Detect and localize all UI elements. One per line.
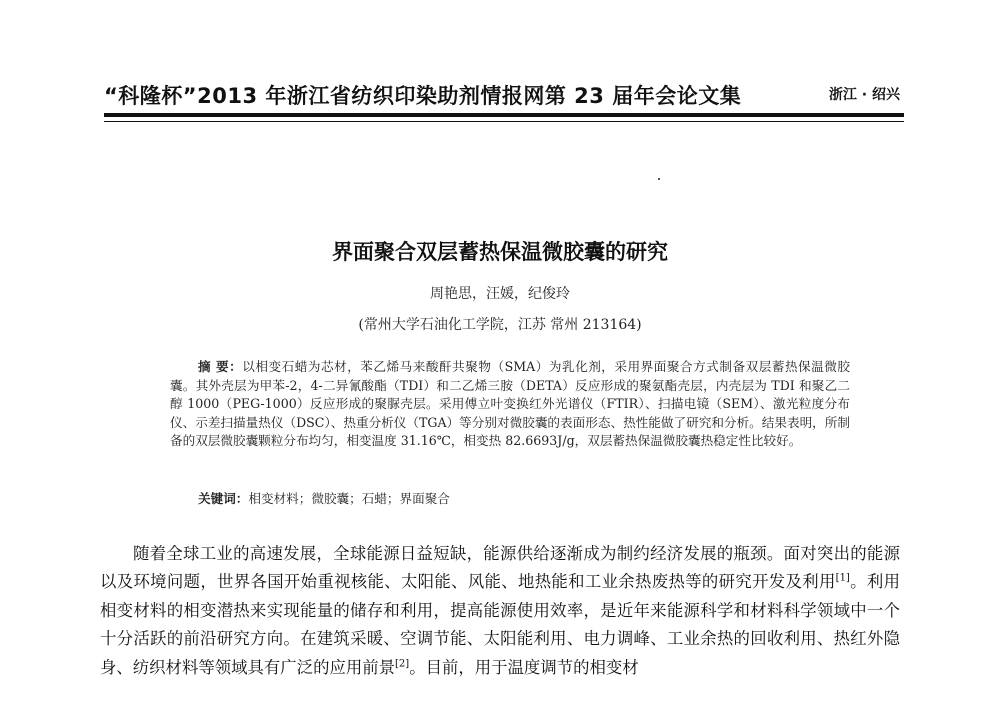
proceedings-title: “科隆杯”2013 年浙江省纺织印染助剂情报网第 23 届年会论文集 xyxy=(104,84,742,108)
abstract-text: 以相变石蜡为芯材，苯乙烯马来酸酐共聚物（SMA）为乳化剂，采用界面聚合方式制备双层蓄热保温微胶囊。其外壳层为甲苯-2，4-二异氰酸酯（TDI）和二乙烯三胺（DETA）反应形成的聚氨酯壳层，内壳层为 TDI 和聚乙二醇 1000（PEG-1000）反应形成的聚脲壳层。采用傅立叶变换红外光谱仪（FTIR）、扫描电镜（SEM）、激光粒度分布仪、示差扫描量热仪（DSC）、热重分析仪（TGA）等分别对微胶囊的表面形态、热性能做了研究和分析。结果表明，所制备的双层微胶囊颗粒分布均匀，相变温度 31.16℃，相变热 82.6693J/g，双层蓄热保温微胶囊热稳定性比较好。 xyxy=(170,359,850,449)
paper-authors: 周艳思，汪媛，纪俊玲 xyxy=(430,286,570,302)
body-text-part-3: 。目前，用于温度调节的相变材 xyxy=(409,657,639,677)
paper-affiliation: (常州大学石油化工学院，江苏 常州 213164) xyxy=(358,317,642,333)
keywords-text: 相变材料；微胶囊；石蜡；界面聚合 xyxy=(248,491,450,506)
header-rule-thick xyxy=(104,113,904,117)
scan-speck xyxy=(658,178,660,180)
keywords xyxy=(198,488,848,507)
keywords-label: 关键词： xyxy=(198,491,249,506)
header-rule-thin xyxy=(104,121,904,122)
body-paragraph xyxy=(100,540,900,682)
paper-title: 界面聚合双层蓄热保温微胶囊的研究 xyxy=(332,240,668,264)
reference-2: [2] xyxy=(395,658,410,670)
conference-location: 浙江 · 绍兴 xyxy=(828,87,900,103)
running-header xyxy=(104,80,904,110)
reference-1: [1] xyxy=(835,572,850,584)
body-text-part-2: 。利用相变材料的相变潜热来实现能量的储存和利用，提高能源使用效率，是近年来能源科学和材料科学领域中一个十分活跃的前沿研究方向。在建筑采暖、空调节能、太阳能利用、电力调峰、工业余热的回收利用、热红外隐身、纺织材料等领域具有广泛的应用前景 xyxy=(100,572,901,677)
abstract xyxy=(170,358,850,451)
abstract-label: 摘 要： xyxy=(198,359,243,374)
body-text-part-1: 随着全球工业的高速发展，全球能源日益短缺，能源供给逐渐成为制约经济发展的瓶颈。面对突出的能源以及环境问题，世界各国开始重视核能、太阳能、风能、地热能和工业余热废热等的研究开发及利用 xyxy=(100,544,900,592)
